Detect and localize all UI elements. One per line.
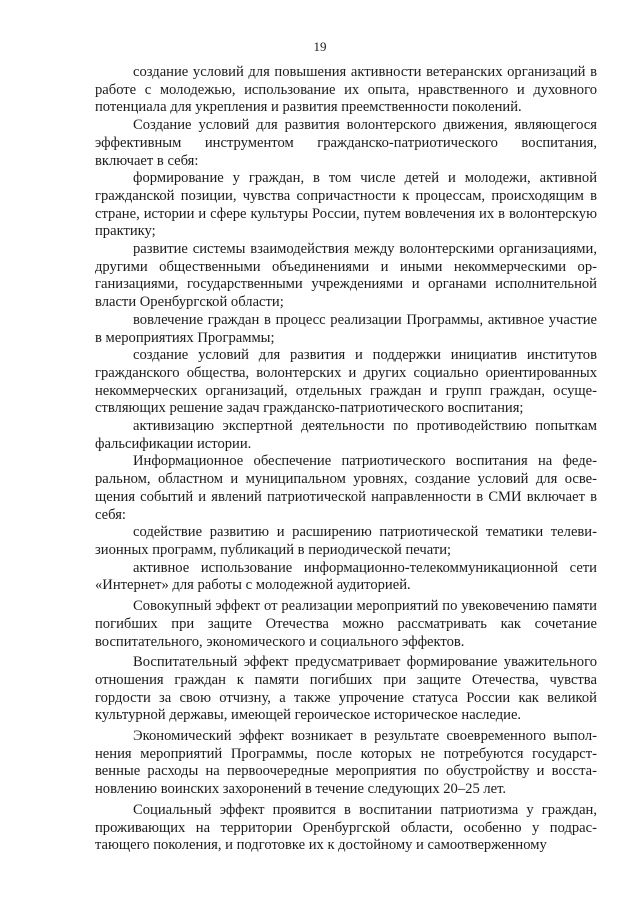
paragraph: вовлечение граждан в процесс реализации Программы, активное участие в мероприятиях Программы; <box>95 311 597 346</box>
paragraph: Создание условий для развития волонтерского движения, являющегося эффективным инструментом гражданско-патриотического воспитания, включает в себя: <box>95 117 597 169</box>
paragraph: Социальный эффект проявится в воспитании патриотизма у граждан, проживающих на территории Оренбургской области, особенно у подрастающего поколения, и подготовке их к достойному и самоотверженному <box>95 801 597 854</box>
paragraph: содействие развитию и расширению патриотической тематики телевизионных программ, публикаций в периодической печати; <box>95 524 597 558</box>
paragraph: создание условий для развития и поддержки инициатив институтов гражданского общества, волонтерских и других социально ориентированных некоммерческих организаций, отдельных граждан и групп граждан, осуществляющих решение задач гражданско-патриотического воспитания; <box>95 347 597 417</box>
paragraph: Информационное обеспечение патриотического воспитания на федеральном, областном и муниципальном уровнях, создание условий для освещения событий и явлений патриотической направленности в СМИ включает в себя: <box>95 453 597 523</box>
body-text <box>95 64 597 855</box>
page-number: 19 <box>313 39 327 54</box>
paragraph: создание условий для повышения активности ветеранских организаций в работе с молодежью, использование их опыта, нравственного и духовного потенциала для укрепления и развития преемственности поколений. <box>95 64 597 116</box>
paragraph: Экономический эффект возникает в результате своевременного выполнения мероприятий Программы, после которых не потребуются государственные расходы на первоочередные мероприятия по обустройству и восстановлению воинских захоронений в течение следующих 20–25 лет. <box>95 728 597 798</box>
paragraph: Воспитательный эффект предусматривает формирование уважительного отношения граждан к памяти погибших при защите Отечества, чувства гордости за свою отчизну, а также упрочение статуса России как великой культурной державы, имеющей героическое историческое наследие. <box>95 654 597 724</box>
paragraph: Совокупный эффект от реализации мероприятий по увековечению памяти погибших при защите Отечества можно рассматривать как сочетание воспитательного, экономического и социального эффектов. <box>95 598 597 650</box>
paragraph: активное использование информационно-телекоммуникационной сети «Интернет» для работы с молодежной аудиторией. <box>95 559 597 594</box>
paragraph: активизацию экспертной деятельности по противодействию попыткам фальсификации истории. <box>95 418 597 452</box>
paragraph: формирование у граждан, в том числе детей и молодежи, активной гражданской позиции, чувства сопричастности к процессам, происходящим в стране, истории и сфере культуры России, путем вовлечения их в волонтерскую практику; <box>95 170 597 240</box>
paragraph: развитие системы взаимодействия между волонтерскими организациями, другими общественными объединениями и иными некоммерческими организациями, государственными учреждениями и органами исполнительной власти Оренбургской области; <box>95 241 597 311</box>
